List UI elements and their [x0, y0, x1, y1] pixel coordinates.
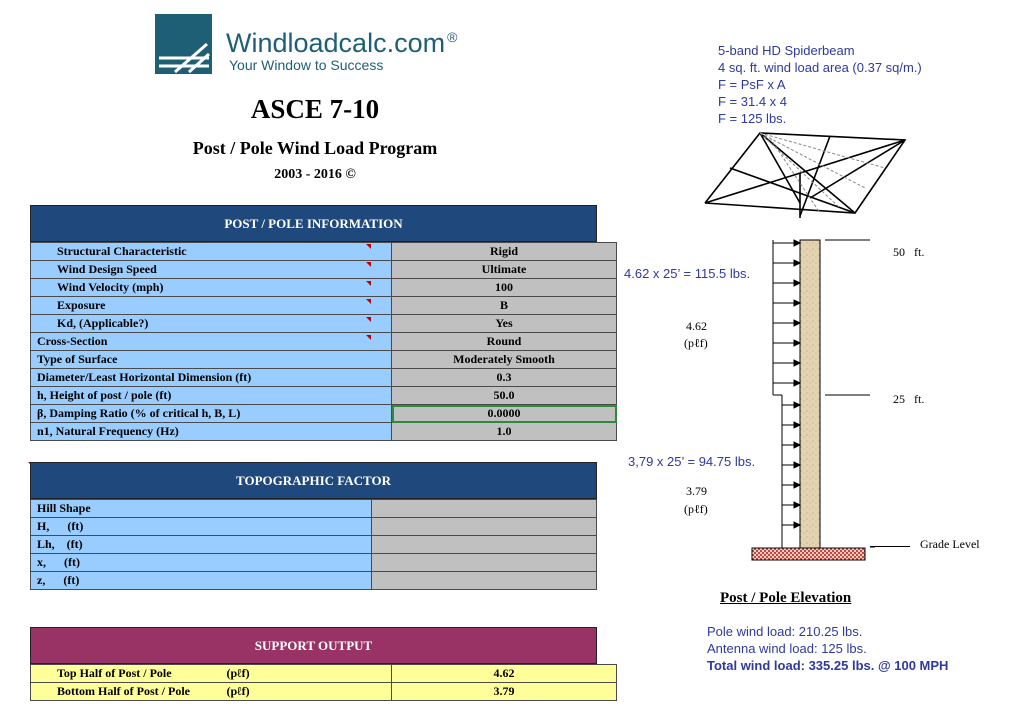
- lower-load-unit: (pℓf): [684, 502, 708, 516]
- comment-marker-icon[interactable]: [366, 299, 371, 304]
- row-label: z, (ft): [31, 572, 372, 590]
- row-label: h, Height of post / pole (ft): [31, 387, 392, 405]
- comment-marker-icon[interactable]: [366, 262, 371, 267]
- table-row: [31, 423, 617, 441]
- antenna-note: F = 125 lbs.: [718, 111, 787, 126]
- upper-load-unit: (pℓf): [684, 336, 708, 350]
- topo-table: [30, 499, 597, 590]
- row-value[interactable]: Moderately Smooth: [392, 351, 617, 369]
- table-row: [31, 243, 617, 261]
- antenna-note: F = PsF x A: [718, 77, 786, 92]
- page-title: ASCE 7-10: [250, 94, 380, 124]
- table-row: [31, 536, 597, 554]
- row-value[interactable]: Yes: [392, 315, 617, 333]
- table-row: [31, 665, 617, 683]
- row-value[interactable]: 3.79: [392, 683, 617, 701]
- table-row: [31, 683, 617, 701]
- table-row: [31, 572, 597, 590]
- table-row: [31, 554, 597, 572]
- row-label: Diameter/Least Horizontal Dimension (ft): [31, 369, 392, 387]
- post-info-table: [30, 242, 617, 441]
- table-row: [31, 500, 597, 518]
- comment-marker-icon[interactable]: [366, 281, 371, 286]
- row-value[interactable]: [372, 554, 597, 572]
- logo-tagline: Your Window to Success: [229, 57, 384, 73]
- pole-diagram: [745, 235, 875, 565]
- pole-load-line: Pole wind load: 210.25 lbs.: [707, 624, 863, 639]
- table-row: [31, 351, 617, 369]
- table-row: [31, 297, 617, 315]
- row-value[interactable]: Rigid: [392, 243, 617, 261]
- total-load-line: Total wind load: 335.25 lbs. @ 100 MPH: [707, 658, 949, 673]
- support-table: [30, 664, 617, 701]
- antenna-load-line: Antenna wind load: 125 lbs.: [707, 641, 867, 656]
- row-value[interactable]: B: [392, 297, 617, 315]
- table-row: [31, 405, 617, 423]
- row-label: n1, Natural Frequency (Hz): [31, 423, 392, 441]
- row-value[interactable]: 50.0: [392, 387, 617, 405]
- grade-level-label: Grade Level: [920, 537, 980, 551]
- row-label: Wind Design Speed: [31, 261, 392, 279]
- table-row: [31, 279, 617, 297]
- comment-marker-icon[interactable]: [366, 244, 371, 249]
- row-label: Bottom Half of Post / Pole (pℓf): [31, 683, 392, 701]
- row-value[interactable]: [372, 518, 597, 536]
- row-label: Cross-Section: [31, 333, 392, 351]
- copyright-years: 2003 - 2016 ©: [274, 167, 356, 182]
- elevation-title: Post / Pole Elevation: [720, 590, 852, 606]
- row-label: Kd, (Applicable?): [31, 315, 392, 333]
- logo-name: Windloadcalc.com ®: [226, 28, 458, 58]
- logo-mark: [155, 14, 212, 74]
- row-value[interactable]: Ultimate: [392, 261, 617, 279]
- lower-load-value: 3.79: [686, 484, 707, 498]
- comment-marker-icon[interactable]: [366, 335, 371, 340]
- row-label: Exposure: [31, 297, 392, 315]
- upper-load-calc: 4.62 x 25’ = 115.5 lbs.: [624, 266, 751, 281]
- table-row: [31, 315, 617, 333]
- row-label: H, (ft): [31, 518, 372, 536]
- selected-cell[interactable]: 0.0000: [392, 405, 617, 423]
- table-row: [31, 261, 617, 279]
- row-value[interactable]: 4.62: [392, 665, 617, 683]
- lower-load-calc: 3,79 x 25’ = 94.75 lbs.: [628, 454, 756, 469]
- topo-header: TOPOGRAPHIC FACTOR: [30, 462, 597, 499]
- table-row: [31, 518, 597, 536]
- top-height-label: 50 ft.: [893, 245, 925, 259]
- antenna-note: F = 31.4 x 4: [718, 94, 788, 109]
- row-value[interactable]: [372, 536, 597, 554]
- row-value[interactable]: 100: [392, 279, 617, 297]
- row-value[interactable]: [372, 572, 597, 590]
- row-label: Hill Shape: [31, 500, 372, 518]
- table-row: [31, 333, 617, 351]
- comment-marker-icon[interactable]: [366, 317, 371, 322]
- page-subtitle: Post / Pole Wind Load Program: [192, 138, 438, 158]
- row-value[interactable]: 1.0: [392, 423, 617, 441]
- antenna-note: 4 sq. ft. wind load area (0.37 sq/m.): [718, 60, 922, 75]
- row-label: Lh, (ft): [31, 536, 372, 554]
- row-value[interactable]: 0.3: [392, 369, 617, 387]
- row-label: β, Damping Ratio (% of critical h, B, L): [31, 405, 392, 423]
- mid-height-label: 25 ft.: [893, 392, 925, 406]
- row-label: Top Half of Post / Pole (pℓf): [31, 665, 392, 683]
- row-label: x, (ft): [31, 554, 372, 572]
- table-row: [31, 387, 617, 405]
- row-value[interactable]: Round: [392, 333, 617, 351]
- antenna-note: 5-band HD Spiderbeam: [718, 43, 855, 58]
- support-header: SUPPORT OUTPUT: [30, 627, 597, 664]
- table-row: [31, 369, 617, 387]
- post-info-header: POST / POLE INFORMATION: [30, 205, 597, 242]
- row-label: Wind Velocity (mph): [31, 279, 392, 297]
- antenna-icon: [700, 128, 915, 218]
- grade-line: [870, 546, 910, 547]
- row-label: Type of Surface: [31, 351, 392, 369]
- row-value[interactable]: [372, 500, 597, 518]
- row-label: Structural Characteristic: [31, 243, 392, 261]
- upper-load-value: 4.62: [686, 319, 707, 333]
